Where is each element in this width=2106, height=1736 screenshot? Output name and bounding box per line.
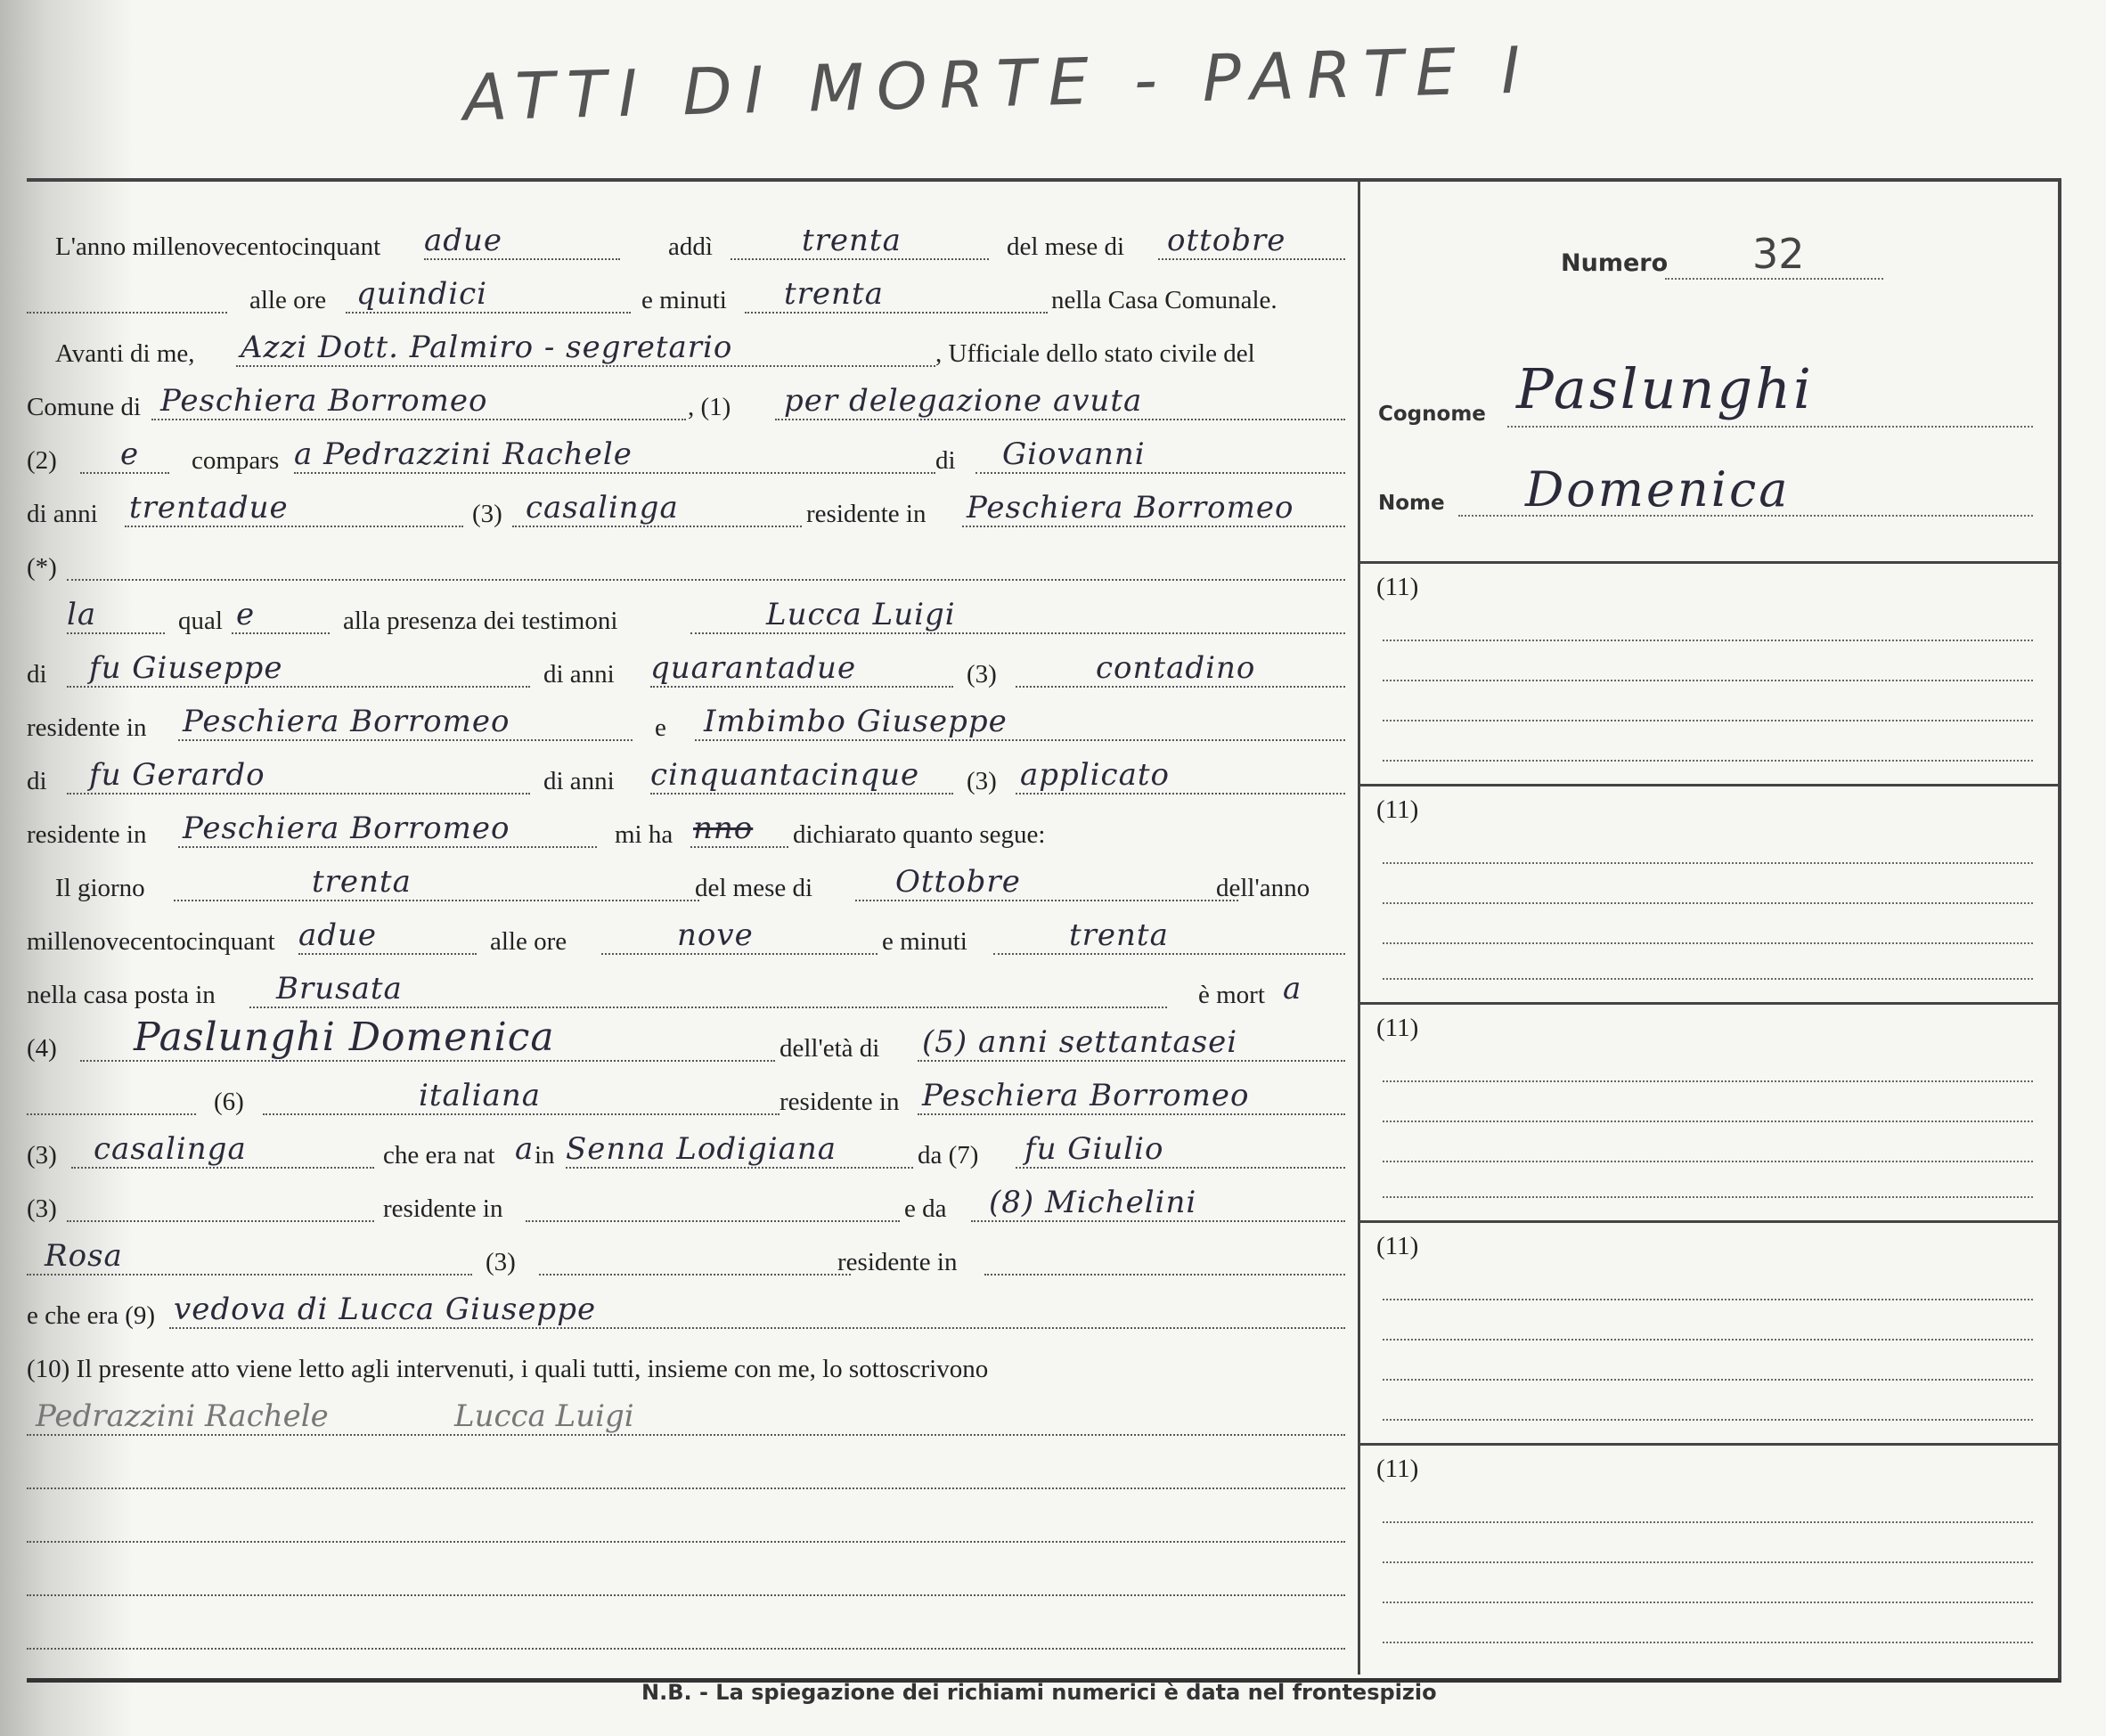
death-year-text: millenovecentocinquant: [27, 927, 275, 956]
note-3-label: (3): [472, 500, 502, 528]
line-10: [27, 704, 1336, 750]
header-title: ATTI DI MORTE - PARTE I: [462, 32, 1534, 135]
officer-label: , Ufficiale dello stato civile del: [935, 339, 1255, 368]
declarant-father-label: di: [935, 446, 956, 475]
signature-line-4: [27, 1559, 1336, 1605]
witness-1-handwritten: Lucca Luigi: [766, 597, 956, 632]
line-1: [27, 223, 1336, 269]
line-18: [27, 1131, 1336, 1178]
from-mother-label: e da: [904, 1194, 947, 1223]
before-me-label: Avanti di me,: [55, 339, 195, 368]
line-6: [27, 490, 1336, 536]
hour-label: alle ore: [249, 286, 327, 314]
comune-label: Comune di: [27, 393, 142, 421]
cognome-label: Cognome: [1378, 403, 1486, 426]
witness-2-residence-handwritten: Peschiera Borromeo: [183, 811, 510, 846]
declarant-residence-handwritten: Peschiera Borromeo: [967, 490, 1294, 526]
officer-handwritten: Azzi Dott. Palmiro - segretario: [241, 330, 733, 365]
delegation-handwritten: per delegazione avuta: [784, 383, 1143, 419]
witness-2-father-handwritten: fu Gerardo: [89, 757, 265, 793]
qual-label: qual: [178, 607, 223, 635]
handwritten-header: [462, 32, 1710, 144]
signature-line-1: [27, 1398, 1336, 1445]
annotation-box-4: [1360, 1220, 2058, 1446]
margin-column: [1360, 178, 2058, 1675]
deceased-residence-label: residente in: [780, 1088, 900, 1116]
line-14: [27, 917, 1336, 964]
hour-handwritten: quindici: [356, 276, 487, 312]
signature-line-2: [27, 1452, 1336, 1498]
deceased-name-handwritten: Paslunghi Domenica: [134, 1015, 555, 1060]
mother-residence-label: residente in: [837, 1248, 958, 1276]
death-month-label: del mese di: [695, 874, 813, 902]
line-3: [27, 330, 1336, 376]
closing-statement: (10) Il presente atto viene letto agli intervenuti, i quali tutti, insieme con me, lo sottoscrivono: [27, 1355, 989, 1383]
month-label: del mese di: [1007, 232, 1125, 261]
death-day-handwritten: trenta: [312, 864, 412, 900]
from-father-label: da (7): [918, 1141, 979, 1170]
nome-handwritten: Domenica: [1525, 461, 1791, 518]
day-handwritten: trenta: [802, 223, 902, 258]
declarant-age-handwritten: trentadue: [129, 490, 289, 526]
cognome-handwritten: Paslunghi: [1516, 356, 1814, 421]
note-1-label: , (1): [688, 393, 731, 421]
witness-2-age-label: di anni: [543, 767, 615, 795]
casa-comunale-label: nella Casa Comunale.: [1051, 286, 1277, 314]
note-4-label: (4): [27, 1034, 57, 1063]
note-star-label: (*): [27, 553, 57, 582]
death-hour-label: alle ore: [490, 927, 567, 956]
death-minutes-handwritten: trenta: [1069, 917, 1169, 953]
residence-label: residente in: [806, 500, 926, 528]
death-month-handwritten: Ottobre: [895, 864, 1021, 900]
age-label: di anni: [27, 500, 98, 528]
note-6-label: (6): [214, 1088, 244, 1116]
witness-2-job-handwritten: applicato: [1020, 757, 1170, 793]
mother-name-handwritten: Rosa: [45, 1238, 123, 1274]
deceased-age-handwritten: (5) anni settantasei: [922, 1024, 1238, 1060]
deceased-note-3: (3): [27, 1141, 57, 1170]
witnesses-label: alla presenza dei testimoni: [343, 607, 618, 635]
death-day-label: Il giorno: [55, 874, 145, 902]
declarant-job-handwritten: casalinga: [526, 490, 679, 526]
line-8: [27, 597, 1336, 643]
signature-line-3: [27, 1505, 1336, 1552]
witness-2-note-3: (3): [967, 767, 997, 795]
witness-2-age-handwritten: cinquantacinque: [650, 757, 920, 793]
nome-label: Nome: [1378, 492, 1445, 515]
numero-value: 32: [1752, 230, 1805, 278]
witness-1-residence-label: residente in: [27, 713, 147, 742]
died-suffix-handwritten: a: [1283, 971, 1302, 1007]
line-7: [27, 543, 1336, 590]
died-label: è mort: [1198, 981, 1265, 1009]
la-handwritten: la: [67, 597, 97, 632]
cognome-dots: [1507, 426, 2033, 428]
annotation-1-note: (11): [1376, 573, 1419, 601]
witness-1-father-label: di: [27, 660, 47, 689]
line-5: [27, 436, 1336, 483]
witness-1-age-handwritten: quarantadue: [650, 650, 857, 686]
year-suffix-handwritten: adue: [424, 223, 503, 258]
minutes-handwritten: trenta: [784, 276, 884, 312]
plural-suffix-handwritten: nno: [693, 811, 754, 846]
footer-note: N.B. - La spiegazione dei richiami numerici è data nel frontespizio: [641, 1680, 1437, 1705]
numero-label: Numero: [1561, 249, 1669, 277]
death-hour-handwritten: nove: [677, 917, 754, 953]
and-label: e: [655, 713, 666, 742]
house-label: nella casa posta in: [27, 981, 216, 1009]
witness-1-job-handwritten: contadino: [1096, 650, 1256, 686]
line-22: [27, 1345, 1336, 1391]
line-9: [27, 650, 1336, 697]
age-of-label: dell'età di: [780, 1034, 880, 1063]
conj-handwritten: e: [120, 436, 140, 472]
witness-1-father-handwritten: fu Giuseppe: [89, 650, 283, 686]
year-label: L'anno millenovecentocinquant: [55, 232, 381, 261]
witness-2-residence-label: residente in: [27, 820, 147, 849]
mother-surname-handwritten: (8) Michelini: [989, 1185, 1197, 1220]
born-in-label: in: [535, 1141, 555, 1170]
witness-1-residence-handwritten: Peschiera Borromeo: [183, 704, 510, 739]
comune-handwritten: Peschiera Borromeo: [160, 383, 488, 419]
declarant-handwritten: a Pedrazzini Rachele: [294, 436, 633, 472]
annotation-2-note: (11): [1376, 795, 1419, 824]
declared-rest-label: dichiarato quanto segue:: [793, 820, 1046, 849]
appeared-label: compars: [192, 446, 280, 475]
note-2-label: (2): [27, 446, 57, 475]
line-19: [27, 1185, 1336, 1231]
father-handwritten: fu Giulio: [1024, 1131, 1164, 1167]
declarant-father-handwritten: Giovanni: [1002, 436, 1146, 472]
deceased-job-handwritten: casalinga: [94, 1131, 247, 1167]
annotation-box-3: [1360, 1002, 2058, 1223]
witness-1-note-3: (3): [967, 660, 997, 689]
annotation-4-note: (11): [1376, 1232, 1419, 1260]
line-17: [27, 1078, 1336, 1124]
month-handwritten: ottobre: [1167, 223, 1286, 258]
numero-dots: [1665, 278, 1883, 280]
annotation-box-2: [1360, 784, 2058, 1005]
witness-2-handwritten: Imbimbo Giuseppe: [704, 704, 1008, 739]
marital-handwritten: vedova di Lucca Giuseppe: [174, 1292, 597, 1327]
line-15: [27, 971, 1336, 1017]
death-year-label: dell'anno: [1216, 874, 1310, 902]
signature-witness: Lucca Luigi: [454, 1398, 634, 1434]
annotation-box-1: [1360, 561, 2058, 786]
nationality-handwritten: italiana: [419, 1078, 541, 1113]
born-label: che era nat: [383, 1141, 495, 1170]
birthplace-handwritten: Senna Lodigiana: [566, 1131, 837, 1167]
line-20: [27, 1238, 1336, 1284]
minutes-label: e minuti: [641, 286, 727, 314]
house-handwritten: Brusata: [276, 971, 403, 1007]
annotation-box-5: [1360, 1443, 2058, 1677]
day-label: addì: [668, 232, 713, 261]
annotation-3-note: (11): [1376, 1014, 1419, 1042]
signature-declarant: Pedrazzini Rachele: [36, 1398, 329, 1434]
line-16: [27, 1015, 1336, 1071]
father-residence-label: residente in: [383, 1194, 503, 1223]
line-11: [27, 757, 1336, 803]
line-21: [27, 1292, 1336, 1338]
witness-2-father-label: di: [27, 767, 47, 795]
born-suffix-handwritten: a: [515, 1131, 535, 1167]
witness-1-age-label: di anni: [543, 660, 615, 689]
annotation-5-note: (11): [1376, 1455, 1419, 1483]
qual-suffix-handwritten: e: [236, 597, 256, 632]
marital-label: e che era (9): [27, 1301, 156, 1330]
line-13: [27, 864, 1336, 910]
signature-line-5: [27, 1612, 1336, 1659]
line-4: [27, 383, 1336, 429]
death-year-handwritten: adue: [298, 917, 378, 953]
declared-label: mi ha: [615, 820, 673, 849]
line-12: [27, 811, 1336, 857]
line-2: [27, 276, 1336, 322]
father-note-3: (3): [27, 1194, 57, 1223]
mother-note-3: (3): [486, 1248, 516, 1276]
death-minutes-label: e minuti: [882, 927, 967, 956]
deceased-residence-handwritten: Peschiera Borromeo: [922, 1078, 1250, 1113]
